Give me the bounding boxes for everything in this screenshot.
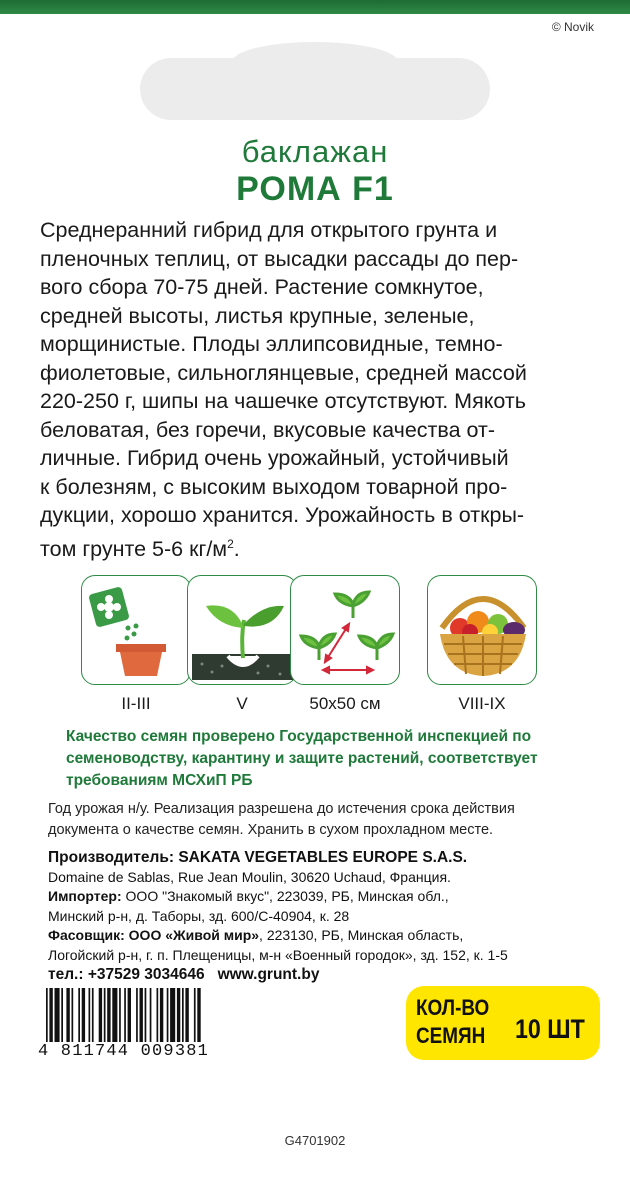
description-line: к болезням, с высоким выходом товарной про- [40,474,508,499]
seed-count-value: 10 ШТ [515,1014,585,1044]
product-code: G4701902 [284,1133,346,1148]
variety-description [40,216,578,563]
barcode-bar [82,988,85,1048]
barcode-bar [92,988,94,1048]
barcode-bar [185,988,188,1048]
manufacturer-info [48,848,593,985]
barcode-bar [66,988,69,1048]
sowing-period-label: II-III [121,694,151,713]
barcode-bar [78,988,80,1048]
variety-name: РОМА F1 [236,170,394,208]
barcode-bar [157,988,159,1048]
barcode-bar [150,988,152,1048]
importer-address: Минский р-н, д. Таборы, зд. 600/С-40904, к. 28 [48,907,350,924]
description-line: беловатая, без горечи, вкусовые качества от- [40,417,496,442]
barcode-bar [167,988,169,1048]
barcode-bar [55,988,60,1048]
barcode-bar [72,988,74,1048]
description-line: пленочных теплиц, от высадки рассады до пер- [40,246,519,271]
barcode-bar [160,988,163,1048]
harvest-period-label: VIII-IX [458,694,506,713]
barcode-bar [197,988,200,1048]
barcode-bar [112,988,117,1048]
description-line: средней высоты, листья крупные, зеленые, [40,303,475,328]
barcode-bar [124,988,126,1048]
producer-address: Domaine de Sablas, Rue Jean Moulin, 30620 Uchaud, Франция. [48,868,451,885]
planting-scheme-label: 50х50 см [309,694,381,713]
crop-name: баклажан [241,134,389,169]
barcode-bar [140,988,143,1048]
barcode-bar [182,988,184,1048]
storage-note [48,799,588,840]
barcode-bar [107,988,110,1048]
seedling-icon [187,575,297,685]
barcode-digits: 4 811744 009381 [38,1042,368,1061]
barcode-bar [99,988,102,1048]
barcode-bar [104,988,106,1048]
top-green-bar [0,0,630,14]
hang-tab-label-area [140,58,490,120]
barcode-bar [170,988,175,1048]
packer-line: Фасовщик: ООО «Живой мир», 223130, РБ, Минская область, [48,927,464,943]
barcode-bar [61,988,63,1048]
description-line: вого сбора 70-75 дней. Растение сомкнутое, [40,275,484,299]
seed-count-badge [406,986,600,1060]
quality-line: требованиям МСХиП РБ [66,772,253,789]
note-line: Год урожая н/у. Реализация разрешена до истечения срока действия [48,801,515,817]
barcode-bar [49,988,52,1048]
barcode-bar [46,988,48,1048]
barcode-bar [89,988,91,1048]
barcode-bar [194,988,196,1048]
description-line: фиолетовые, сильноглянцевые, средней массой [40,360,527,385]
copyright: © Novik [551,20,594,34]
barcode-bar [177,988,180,1048]
quality-certification [66,726,566,792]
note-line: документа о качестве семян. Хранить в сухом прохладном месте. [48,821,494,838]
contacts-line: тел.: +37529 3034646 www.grunt.by [48,966,320,983]
importer-line: Импортер: ООО "Знакомый вкус", 223039, РБ, Минская обл., [48,888,449,904]
seed-count-caption: КОЛ-ВО СЕМЯН [416,995,490,1048]
producer-line: Производитель: SAKATA VEGETABLES EUROPE S.A.S. [48,849,468,866]
barcode-bar [128,988,131,1048]
barcode-bar [119,988,121,1048]
description-line: морщинистые. Плоды эллипсовидные, темно- [40,332,503,356]
harvest-basket-icon [427,575,537,685]
quality-line: Качество семян проверено Государственной инспекцией по [66,728,532,745]
quality-line: семеноводству, карантину и защите растений, соответствует [66,750,538,767]
barcode-bar [145,988,147,1048]
packer-address: Логойский р-н, г. п. Плещеницы, м-н «Военный городок», зд. 152, к. 1-5 [48,946,508,963]
seedling-period-label: V [236,694,248,713]
planting-scheme-icon [290,575,400,685]
description-line: Среднеранний гибрид для открытого грунта и [40,218,498,242]
sowing-icon [81,575,191,685]
description-line: личные. Гибрид очень урожайный, устойчивый [40,446,509,470]
barcode [40,988,260,1078]
description-line: 220-250 г, шипы на чашечке отсутствуют. Мякоть [40,389,526,413]
description-line-last: том грунте 5-6 $кг/м^2$. [40,536,240,561]
barcode-bar [136,988,138,1048]
description-line: дукции, хорошо хранится. Урожайность в откры- [40,503,525,527]
